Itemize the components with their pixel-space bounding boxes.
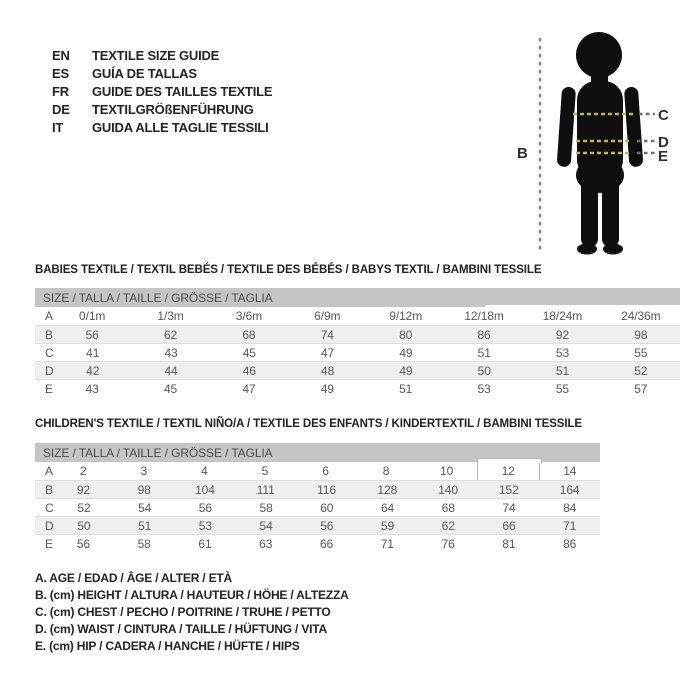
table-cell: 47 [321, 345, 335, 360]
table-cell: 54 [138, 500, 152, 515]
table-row [35, 534, 600, 552]
table-cell: 46 [242, 363, 256, 378]
header-bar-notch [485, 305, 680, 307]
language-title: GUIDE DES TAILLES TEXTILE [92, 83, 273, 99]
table-cell: 8 [382, 464, 390, 478]
table-cell: 12/18m [464, 309, 504, 323]
table-cell: 1/3m [157, 309, 184, 323]
table-cell: 86 [477, 327, 491, 342]
table-row [35, 343, 680, 361]
table-cell: 53 [198, 518, 212, 533]
table-cell: 45 [163, 381, 178, 396]
table-cell: 42 [86, 363, 100, 378]
language-title: GUIDA ALLE TAGLIE TESSILI [92, 119, 269, 135]
waist-label: D [658, 134, 669, 151]
language-row-it [52, 118, 272, 136]
table-cell: 3/6m [235, 309, 263, 323]
table-cell: 49 [320, 381, 334, 396]
table-row [35, 307, 680, 325]
babies-section-title: BABIES TEXTILE / TEXTIL BEBÉS / TEXTILE DES BÉBÉS / BABYS TEXTIL / BAMBINI TESSILE [35, 264, 542, 276]
row-label: B [45, 327, 53, 342]
babies-size-table [35, 288, 680, 397]
table-cell: 55 [634, 345, 648, 360]
children-size-table [35, 443, 600, 552]
table-cell: 64 [380, 500, 395, 515]
table-cell: 49 [399, 345, 413, 360]
language-title: GUÍA DE TALLAS [92, 65, 197, 81]
table-cell: 47 [242, 381, 256, 396]
table-row [35, 498, 600, 516]
table-cell: 61 [198, 536, 212, 551]
table-cell: 24/36m [621, 309, 661, 323]
language-code: IT [52, 119, 64, 135]
row-label: A [45, 309, 53, 323]
table-row [35, 361, 680, 379]
height-label: B [517, 145, 528, 162]
table-cell: 86 [563, 536, 577, 551]
table-cell: 53 [555, 345, 570, 360]
table-cell: 0/1m [79, 309, 106, 323]
table-cell: 56 [85, 327, 99, 342]
table-cell: 5 [261, 464, 269, 478]
table-row [35, 379, 680, 397]
language-title: TEXTILGRÖßENFÜHRUNG [92, 101, 254, 117]
table-cell: 60 [320, 500, 334, 515]
silhouette-right-arm [624, 87, 644, 168]
language-row-de [52, 100, 272, 118]
table-cell: 43 [164, 345, 178, 360]
table-cell: 71 [380, 536, 394, 551]
child-silhouette-figure [505, 25, 700, 275]
size-header-label: SIZE / TALLA / TAILLE / GRÖSSE / TAGLIA [43, 445, 273, 460]
row-label: E [45, 381, 53, 396]
legend-height: B. (cm) HEIGHT / ALTURA / HAUTEUR / HÖHE / ALTEZZA [35, 588, 349, 602]
table-cell: 104 [195, 482, 215, 497]
table-cell: 74 [320, 327, 334, 342]
table-cell: 48 [321, 363, 335, 378]
table-row [35, 462, 600, 480]
table-cell: 68 [441, 500, 455, 515]
table-cell: 52 [77, 500, 91, 515]
language-code: DE [52, 101, 70, 117]
hip-label: E [658, 148, 669, 165]
table-cell: 14 [563, 464, 577, 478]
table-cell: 71 [563, 518, 577, 533]
table-cell: 18/24m [542, 309, 583, 323]
table-row [35, 325, 680, 343]
table-cell: 3 [140, 464, 148, 478]
table-cell: 56 [198, 500, 212, 515]
table-cell: 68 [242, 327, 256, 342]
legend-age: A. AGE / EDAD / ÂGE / ALTER / ETÀ [35, 571, 232, 585]
table-cell: 44 [164, 363, 178, 378]
chest-label: C [658, 107, 669, 124]
table-cell: 57 [634, 381, 648, 396]
table-cell: 76 [441, 536, 455, 551]
table-cell: 43 [85, 381, 99, 396]
language-list [52, 46, 272, 136]
table-row [35, 516, 600, 534]
silhouette-left-foot [577, 244, 597, 255]
row-label: A [45, 464, 53, 478]
table-cell: 98 [137, 482, 151, 497]
table-cell: 56 [320, 518, 334, 533]
silhouette-right-foot [603, 244, 623, 255]
silhouette-right-leg [602, 173, 619, 247]
table-row [35, 480, 600, 498]
row-label: B [45, 482, 53, 497]
table-cell: 6/9m [314, 309, 341, 323]
table-cell: 84 [563, 500, 577, 515]
size-header-label: SIZE / TALLA / TAILLE / GRÖSSE / TAGLIA [43, 290, 273, 305]
legend-chest: C. (cm) CHEST / PECHO / POITRINE / TRUHE / PETTO [35, 605, 331, 619]
table-cell: 128 [377, 482, 398, 497]
row-label: C [45, 345, 54, 360]
table-cell: 152 [498, 482, 519, 497]
table-cell: 98 [634, 327, 648, 342]
table-cell: 55 [555, 381, 570, 396]
table-cell: 116 [317, 482, 336, 497]
table-cell: 59 [380, 518, 395, 533]
table-cell: 81 [502, 536, 516, 551]
table-cell: 92 [76, 482, 90, 497]
language-code: ES [52, 65, 69, 81]
row-label: D [45, 363, 54, 378]
table-cell: 62 [441, 518, 455, 533]
table-cell: 50 [77, 518, 91, 533]
language-row-en [52, 46, 272, 64]
language-row-es [52, 64, 272, 82]
size-header-bar [35, 288, 680, 307]
language-title: TEXTILE SIZE GUIDE [92, 47, 220, 63]
children-section-title: CHILDREN'S TEXTILE / TEXTIL NIÑO/A / TEXTILE DES ENFANTS / KINDERTEXTIL / BAMBINI TESSILE [35, 418, 582, 430]
table-cell: 63 [259, 536, 273, 551]
silhouette-left-arm [557, 87, 577, 168]
table-cell: 66 [319, 536, 334, 551]
table-cell: 53 [477, 381, 491, 396]
table-cell: 80 [399, 327, 413, 342]
table-cell: 74 [502, 500, 516, 515]
table-cell: 164 [559, 482, 580, 497]
child-silhouette [557, 32, 644, 255]
table-cell: 62 [163, 327, 178, 342]
babies-table-body [35, 307, 680, 397]
legend-hip: E. (cm) HIP / CADERA / HANCHE / HÜFTE / HIPS [35, 639, 300, 653]
table-cell: 54 [259, 518, 273, 533]
table-cell: 51 [555, 363, 570, 378]
row-label: D [45, 518, 54, 533]
language-code: FR [52, 83, 69, 99]
table-cell: 10 [440, 464, 454, 478]
legend-waist: D. (cm) WAIST / CINTURA / TAILLE / HÜFTUNG / VITA [35, 622, 327, 636]
row-label: E [45, 536, 53, 551]
children-table-body [35, 462, 600, 552]
measurement-legend [35, 570, 349, 655]
table-cell: 52 [634, 363, 648, 378]
table-cell: 51 [138, 518, 152, 533]
table-cell: 92 [555, 327, 570, 342]
table-cell: 45 [242, 345, 256, 360]
table-cell: 50 [477, 363, 491, 378]
table-cell: 140 [438, 482, 458, 497]
table-cell: 51 [399, 381, 413, 396]
row-label: C [45, 500, 54, 515]
table-cell: 66 [502, 518, 516, 533]
table-cell: 49 [399, 363, 413, 378]
table-cell: 2 [79, 464, 87, 478]
language-row-fr [52, 82, 272, 100]
table-cell: 9/12m [389, 309, 423, 323]
table-cell: 56 [76, 536, 90, 551]
table-cell: 58 [137, 536, 151, 551]
silhouette-left-leg [581, 173, 598, 247]
table-cell: 58 [259, 500, 273, 515]
table-cell: 51 [477, 345, 491, 360]
table-cell: 41 [86, 345, 100, 360]
table-cell: 111 [256, 482, 275, 497]
language-code: EN [52, 47, 70, 63]
table-cell: 4 [201, 464, 208, 478]
table-cell: 6 [322, 464, 329, 478]
table-cell: 12 [477, 462, 540, 480]
